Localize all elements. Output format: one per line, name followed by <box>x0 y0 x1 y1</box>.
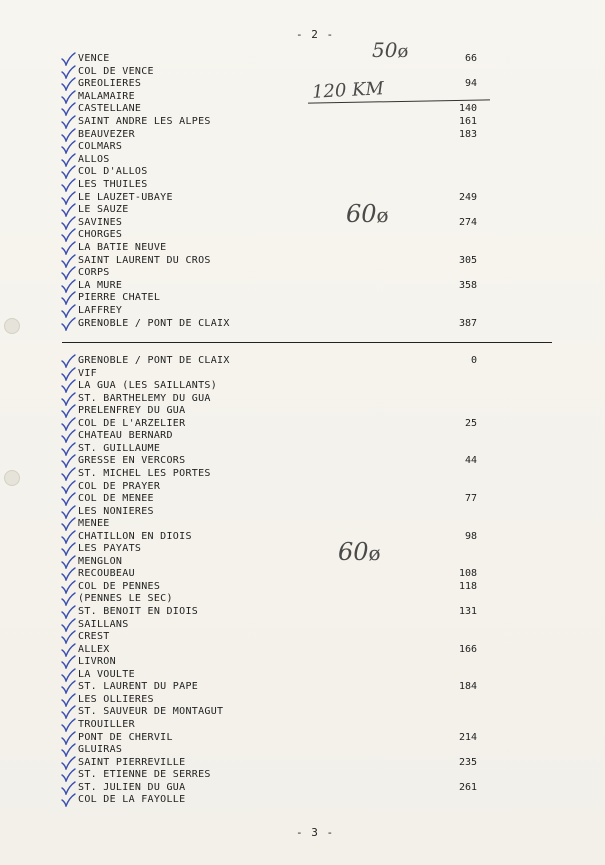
distance-km: 274 <box>458 216 477 228</box>
speed-annotation-bottom: 60ø <box>338 538 381 566</box>
place-name: (PENNES LE SEC) <box>78 593 173 605</box>
distance-km: 387 <box>458 317 477 329</box>
distance-km: 44 <box>464 455 477 467</box>
place-name: LA VOULTE <box>78 668 135 680</box>
distance-km: 305 <box>458 254 477 266</box>
place-name: LE LAUZET-UBAYE <box>78 191 173 203</box>
place-name: LES NONIERES <box>78 505 154 517</box>
place-name: CREST <box>78 631 110 643</box>
place-name: ST. LAURENT DU PAPE <box>78 681 199 693</box>
place-name: ST. BARTHELEMY DU GUA <box>78 392 211 404</box>
place-name: GRENOBLE / PONT DE CLAIX <box>78 317 230 329</box>
place-name: SAINT ANDRE LES ALPES <box>78 116 211 127</box>
distance-km: 131 <box>458 606 477 617</box>
place-name: SAVINES <box>78 216 123 228</box>
distance-km: 25 <box>464 417 477 429</box>
place-name: LIVRON <box>78 656 116 668</box>
place-name: COL DE MENEE <box>78 493 154 505</box>
speed-annotation-mid: 60ø <box>346 200 389 228</box>
place-name: ALLEX <box>78 643 110 655</box>
place-name: CHATEAU BERNARD <box>78 430 173 442</box>
place-name: COL DE VENCE <box>78 65 154 77</box>
place-name: CORPS <box>78 267 110 279</box>
place-name: GRENOBLE / PONT DE CLAIX <box>78 355 230 366</box>
place-name: COL DE L'ARZELIER <box>78 417 186 429</box>
checkmark-icon <box>60 793 76 807</box>
checkmark-icon <box>60 317 76 331</box>
speed-annotation-top: 50ø <box>372 38 409 62</box>
place-name: LES THUILES <box>78 179 148 190</box>
distance-km: 98 <box>464 530 477 542</box>
distance-km: 358 <box>458 279 477 291</box>
place-name: COL DE LA FAYOLLE <box>78 794 186 806</box>
section-divider <box>62 342 552 343</box>
place-name: LA MURE <box>78 279 123 291</box>
place-name: GLUIRAS <box>78 744 123 756</box>
distance-km: 166 <box>458 643 477 655</box>
place-name: LES PAYATS <box>78 543 142 555</box>
distance-km: 161 <box>458 116 477 127</box>
place-name: LA GUA (LES SAILLANTS) <box>78 380 218 392</box>
place-name: ST. BENOIT EN DIOIS <box>78 606 199 617</box>
place-name: COL D'ALLOS <box>78 166 148 178</box>
place-name: PONT DE CHERVIL <box>78 731 173 743</box>
place-name: ST. MICHEL LES PORTES <box>78 467 211 479</box>
page-number-bottom: - 3 - <box>296 826 335 839</box>
place-name: SAILLANS <box>78 618 129 630</box>
distance-km: 184 <box>458 681 477 693</box>
speed-value: 50 <box>372 38 398 62</box>
place-name: CHATILLON EN DIOIS <box>78 530 192 542</box>
place-name: GREOLIERES <box>78 78 142 90</box>
distance-km: 261 <box>458 781 477 793</box>
distance-km: 183 <box>458 128 477 140</box>
distance-km: 108 <box>458 568 477 580</box>
place-name: ST. JULIEN DU GUA <box>78 781 186 793</box>
place-name: ST. ETIENNE DE SERRES <box>78 769 211 781</box>
place-name: ST. GUILLAUME <box>78 442 161 454</box>
place-name: VENCE <box>78 53 110 64</box>
distance-km: 214 <box>458 731 477 743</box>
place-name: ST. SAUVEUR DE MONTAGUT <box>78 706 224 718</box>
place-name: TROUILLER <box>78 718 135 730</box>
place-name: SAINT PIERREVILLE <box>78 756 186 768</box>
place-name: LAFFREY <box>78 305 123 316</box>
punch-hole <box>4 318 20 334</box>
place-name: LA BATIE NEUVE <box>78 242 167 253</box>
distance-km: 0 <box>470 355 477 366</box>
speed-value: 60 <box>346 200 377 228</box>
place-name: COLMARS <box>78 141 123 153</box>
page-number-top: - 2 - <box>296 28 335 41</box>
place-name: COL DE PENNES <box>78 580 161 592</box>
place-name: COL DE PRAYER <box>78 480 161 492</box>
place-name: CHORGES <box>78 229 123 241</box>
distance-km: 66 <box>464 53 477 64</box>
place-name: VIF <box>78 367 97 379</box>
speed-value: 60 <box>338 538 369 566</box>
place-name: RECOUBEAU <box>78 568 135 580</box>
place-name: SAINT LAURENT DU CROS <box>78 254 211 266</box>
place-name: BEAUVEZER <box>78 128 135 140</box>
distance-km: 249 <box>458 191 477 203</box>
place-name: MENEE <box>78 518 110 530</box>
place-name: PIERRE CHATEL <box>78 292 161 304</box>
distance-annotation: 120 KM <box>311 78 385 103</box>
distance-km: 118 <box>458 580 477 592</box>
distance-km: 140 <box>458 103 477 115</box>
distance-km: 235 <box>458 756 477 768</box>
distance-km: 94 <box>464 78 477 90</box>
place-name: MENGLON <box>78 555 123 567</box>
place-name: LE SAUZE <box>78 204 129 216</box>
place-name: GRESSE EN VERCORS <box>78 455 186 467</box>
place-name: MALAMAIRE <box>78 90 135 102</box>
place-name: ALLOS <box>78 153 110 165</box>
place-name: CASTELLANE <box>78 103 142 115</box>
place-name: PRELENFREY DU GUA <box>78 405 186 417</box>
punch-hole <box>4 470 20 486</box>
place-name: LES OLLIERES <box>78 693 154 705</box>
distance-km: 77 <box>464 493 477 505</box>
